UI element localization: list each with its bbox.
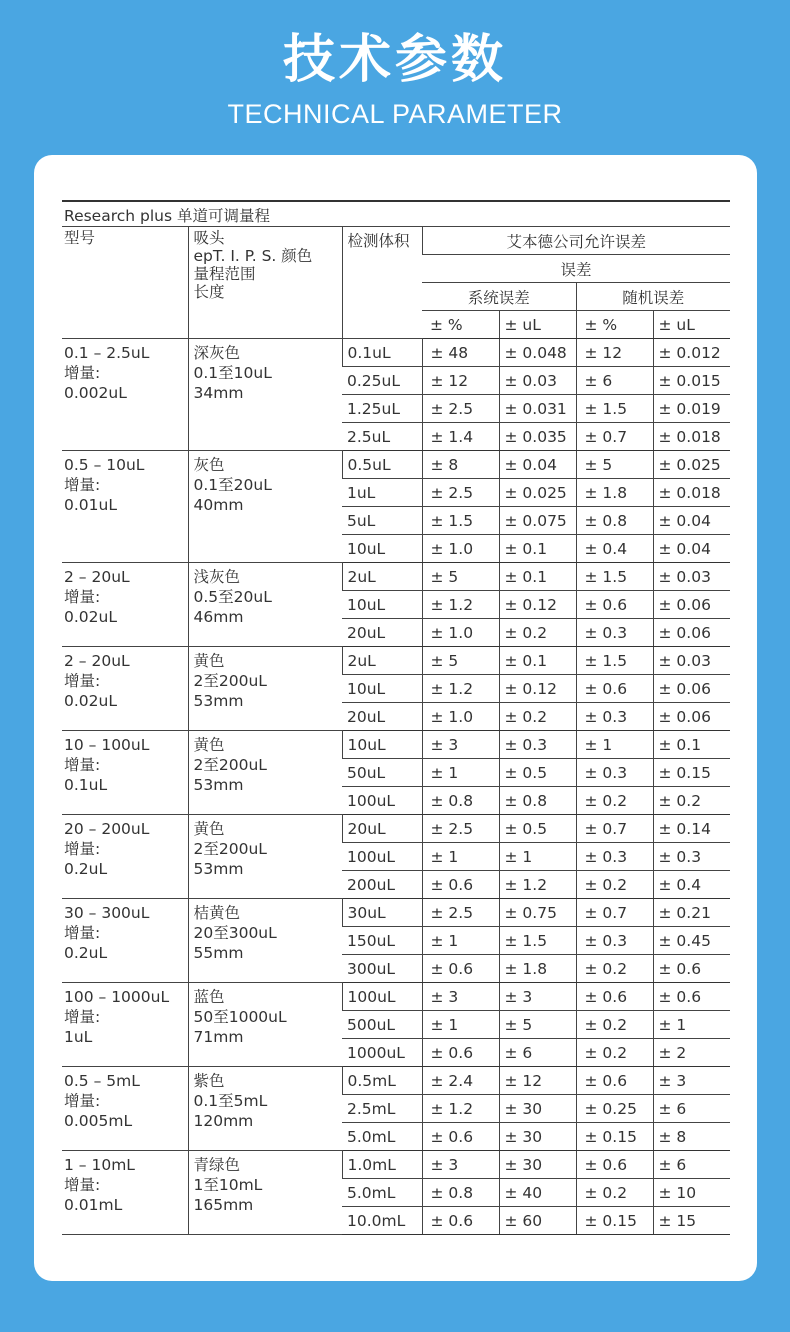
model-cell [62,899,188,983]
tip-line: 2至200uL [193,672,267,690]
volume-cell: 2uL [342,647,422,675]
rand-ul-cell: ± 0.6 [653,983,730,1011]
tip-line: 55mm [193,944,244,962]
sys-pct-cell: ± 2.4 [422,1067,499,1095]
model-line: 10 – 100uL [64,736,150,754]
sys-pct-cell: ± 48 [422,339,499,367]
model-line: 0.1 – 2.5uL [64,344,150,362]
sys-pct-cell: ± 1.2 [422,675,499,703]
sys-pct-cell: ± 1.2 [422,591,499,619]
sys-ul-cell: ± 0.048 [499,339,576,367]
model-line: 增量: [64,1176,101,1194]
rand-pct-cell: ± 0.2 [576,1011,653,1039]
sys-ul-cell: ± 1.2 [499,871,576,899]
rand-ul-cell: ± 0.012 [653,339,730,367]
tip-line: 黄色 [193,652,225,670]
sys-ul-cell: ± 6 [499,1039,576,1067]
tip-line: 53mm [193,860,244,878]
sys-pct-cell: ± 3 [422,1151,499,1179]
sys-pct-cell: ± 1.0 [422,703,499,731]
rand-pct-cell: ± 0.2 [576,1039,653,1067]
table-row [62,339,730,367]
rand-pct-cell: ± 0.3 [576,843,653,871]
sys-pct-cell: ± 2.5 [422,479,499,507]
rand-pct-cell: ± 0.2 [576,955,653,983]
rand-pct-cell: ± 0.7 [576,423,653,451]
rand-pct-cell: ± 0.2 [576,871,653,899]
header-volume: 检测体积 [342,227,422,339]
volume-cell: 20uL [342,619,422,647]
sys-pct-cell: ± 2.5 [422,815,499,843]
header-tip [188,227,342,339]
rand-ul-cell: ± 0.06 [653,591,730,619]
table-row [62,647,730,675]
rand-ul-cell: ± 0.06 [653,703,730,731]
header-rand-ul: ± uL [653,311,730,339]
sys-ul-cell: ± 0.12 [499,675,576,703]
model-line: 增量: [64,924,101,942]
tip-line: 0.5至20uL [193,588,272,606]
table-row [62,731,730,759]
tip-line: 53mm [193,776,244,794]
rand-ul-cell: ± 0.018 [653,479,730,507]
model-line: 20 – 200uL [64,820,150,838]
header-tip-line: epT. I. P. S. 颜色 [193,247,313,265]
page-title: 技术参数 [282,30,507,90]
tip-line: 深灰色 [193,344,241,362]
tip-line: 71mm [193,1028,244,1046]
model-cell [62,1067,188,1151]
volume-cell: 1.0mL [342,1151,422,1179]
tip-line: 黄色 [193,820,225,838]
sys-pct-cell: ± 2.5 [422,395,499,423]
model-cell [62,731,188,815]
sys-ul-cell: ± 1.5 [499,927,576,955]
model-line: 0.002uL [64,384,127,402]
sys-pct-cell: ± 3 [422,731,499,759]
model-line: 0.1uL [64,776,108,794]
rand-pct-cell: ± 0.25 [576,1095,653,1123]
header-tip-line: 量程范围 [193,265,256,283]
sys-pct-cell: ± 0.6 [422,871,499,899]
sys-ul-cell: ± 5 [499,1011,576,1039]
model-cell [62,1151,188,1235]
sys-pct-cell: ± 8 [422,451,499,479]
model-line: 增量: [64,840,101,858]
sys-ul-cell: ± 0.3 [499,731,576,759]
rand-pct-cell: ± 0.2 [576,787,653,815]
sys-ul-cell: ± 12 [499,1067,576,1095]
spec-table [62,200,730,1235]
table-row [62,815,730,843]
tip-line: 2至200uL [193,756,267,774]
page-subtitle: TECHNICAL PARAMETER [227,99,563,129]
volume-cell: 2.5mL [342,1095,422,1123]
rand-pct-cell: ± 6 [576,367,653,395]
rand-pct-cell: ± 1.5 [576,563,653,591]
sys-pct-cell: ± 1 [422,927,499,955]
header-tip-line: 吸头 [193,229,225,247]
volume-cell: 10uL [342,535,422,563]
tip-line: 灰色 [193,456,225,474]
header-random-error: 随机误差 [576,283,730,311]
sys-ul-cell: ± 0.2 [499,619,576,647]
volume-cell: 20uL [342,703,422,731]
model-line: 0.02uL [64,692,117,710]
sys-ul-cell: ± 0.2 [499,703,576,731]
volume-cell: 2.5uL [342,423,422,451]
volume-cell: 100uL [342,843,422,871]
model-line: 增量: [64,588,101,606]
volume-cell: 5uL [342,507,422,535]
sys-ul-cell: ± 0.04 [499,451,576,479]
model-line: 30 – 300uL [64,904,150,922]
tip-line: 0.1至10uL [193,364,272,382]
rand-ul-cell: ± 6 [653,1151,730,1179]
tip-cell [188,731,342,815]
volume-cell: 100uL [342,983,422,1011]
header-model: 型号 [62,227,188,339]
rand-ul-cell: ± 0.019 [653,395,730,423]
spec-card [34,155,757,1281]
sys-pct-cell: ± 0.8 [422,1179,499,1207]
volume-cell: 10uL [342,675,422,703]
sys-ul-cell: ± 30 [499,1095,576,1123]
rand-ul-cell: ± 0.04 [653,507,730,535]
rand-ul-cell: ± 6 [653,1095,730,1123]
model-line: 1 – 10mL [64,1156,135,1174]
sys-ul-cell: ± 40 [499,1179,576,1207]
tip-line: 0.1至20uL [193,476,272,494]
model-line: 0.2uL [64,860,108,878]
volume-cell: 20uL [342,815,422,843]
rand-pct-cell: ± 1.5 [576,647,653,675]
rand-pct-cell: ± 0.15 [576,1207,653,1235]
model-cell [62,451,188,563]
rand-ul-cell: ± 0.2 [653,787,730,815]
sys-pct-cell: ± 1 [422,1011,499,1039]
sys-ul-cell: ± 60 [499,1207,576,1235]
tip-line: 紫色 [193,1072,225,1090]
rand-pct-cell: ± 0.6 [576,1067,653,1095]
volume-cell: 0.5mL [342,1067,422,1095]
rand-pct-cell: ± 0.7 [576,815,653,843]
model-line: 0.02uL [64,608,117,626]
rand-ul-cell: ± 0.4 [653,871,730,899]
tip-cell [188,1067,342,1151]
tip-cell [188,647,342,731]
model-cell [62,647,188,731]
model-line: 0.5 – 5mL [64,1072,140,1090]
sys-pct-cell: ± 1.2 [422,1095,499,1123]
volume-cell: 30uL [342,899,422,927]
rand-ul-cell: ± 0.1 [653,731,730,759]
tip-line: 0.1至5mL [193,1092,268,1110]
tip-line: 53mm [193,692,244,710]
model-line: 增量: [64,672,101,690]
sys-ul-cell: ± 1 [499,843,576,871]
sys-ul-cell: ± 0.5 [499,815,576,843]
rand-ul-cell: ± 0.3 [653,843,730,871]
tip-cell [188,339,342,451]
rand-pct-cell: ± 0.2 [576,1179,653,1207]
rand-pct-cell: ± 0.6 [576,675,653,703]
tip-cell [188,983,342,1067]
sys-ul-cell: ± 0.025 [499,479,576,507]
volume-cell: 300uL [342,955,422,983]
rand-ul-cell: ± 8 [653,1123,730,1151]
sys-pct-cell: ± 0.6 [422,1039,499,1067]
tip-line: 青绿色 [193,1156,241,1174]
rand-ul-cell: ± 0.04 [653,535,730,563]
table-row [62,563,730,591]
table-row [62,451,730,479]
rand-pct-cell: ± 0.3 [576,927,653,955]
table-row [62,1067,730,1095]
volume-cell: 0.5uL [342,451,422,479]
tip-line: 40mm [193,496,244,514]
tip-line: 黄色 [193,736,225,754]
rand-pct-cell: ± 0.8 [576,507,653,535]
model-line: 增量: [64,756,101,774]
sys-pct-cell: ± 0.6 [422,1123,499,1151]
volume-cell: 5.0mL [342,1179,422,1207]
rand-pct-cell: ± 0.6 [576,983,653,1011]
volume-cell: 1.25uL [342,395,422,423]
sys-ul-cell: ± 0.8 [499,787,576,815]
volume-cell: 500uL [342,1011,422,1039]
rand-ul-cell: ± 2 [653,1039,730,1067]
tip-line: 桔黄色 [193,904,241,922]
sys-pct-cell: ± 1.5 [422,507,499,535]
sys-ul-cell: ± 1.8 [499,955,576,983]
volume-cell: 5.0mL [342,1123,422,1151]
sys-ul-cell: ± 0.5 [499,759,576,787]
rand-ul-cell: ± 0.025 [653,451,730,479]
volume-cell: 0.1uL [342,339,422,367]
sys-ul-cell: ± 3 [499,983,576,1011]
header-sys-pct: ± % [422,311,499,339]
volume-cell: 10.0mL [342,1207,422,1235]
rand-pct-cell: ± 0.6 [576,591,653,619]
sys-pct-cell: ± 3 [422,983,499,1011]
volume-cell: 1000uL [342,1039,422,1067]
sys-pct-cell: ± 1 [422,759,499,787]
model-cell [62,815,188,899]
rand-ul-cell: ± 0.03 [653,563,730,591]
rand-pct-cell: ± 5 [576,451,653,479]
volume-cell: 10uL [342,591,422,619]
header-rand-pct: ± % [576,311,653,339]
header-sys-ul: ± uL [499,311,576,339]
tip-cell [188,899,342,983]
rand-ul-cell: ± 0.15 [653,759,730,787]
rand-ul-cell: ± 15 [653,1207,730,1235]
rand-pct-cell: ± 12 [576,339,653,367]
sys-pct-cell: ± 0.8 [422,787,499,815]
rand-ul-cell: ± 0.018 [653,423,730,451]
header-systematic-error: 系统误差 [422,283,576,311]
header-tip-line: 长度 [193,283,225,301]
model-line: 增量: [64,1092,101,1110]
sys-ul-cell: ± 0.035 [499,423,576,451]
model-line: 0.5 – 10uL [64,456,145,474]
sys-ul-cell: ± 0.12 [499,591,576,619]
model-line: 0.2uL [64,944,108,962]
tip-cell [188,815,342,899]
tip-line: 浅灰色 [193,568,241,586]
model-line: 增量: [64,364,101,382]
model-line: 2 – 20uL [64,652,130,670]
sys-pct-cell: ± 1.0 [422,535,499,563]
rand-pct-cell: ± 0.3 [576,759,653,787]
volume-cell: 0.25uL [342,367,422,395]
sys-ul-cell: ± 30 [499,1151,576,1179]
table-row [62,983,730,1011]
table-caption: Research plus 单道可调量程 [62,201,730,227]
rand-ul-cell: ± 0.45 [653,927,730,955]
sys-pct-cell: ± 1.0 [422,619,499,647]
tip-line: 50至1000uL [193,1008,287,1026]
rand-ul-cell: ± 0.06 [653,675,730,703]
table-row [62,899,730,927]
header-allowed-error: 艾本德公司允许误差 [422,227,730,255]
sys-pct-cell: ± 12 [422,367,499,395]
sys-pct-cell: ± 2.5 [422,899,499,927]
tip-line: 2至200uL [193,840,267,858]
model-cell [62,339,188,451]
sys-ul-cell: ± 0.075 [499,507,576,535]
tip-line: 34mm [193,384,244,402]
sys-pct-cell: ± 0.6 [422,1207,499,1235]
tip-line: 1至10mL [193,1176,263,1194]
volume-cell: 50uL [342,759,422,787]
sys-pct-cell: ± 1 [422,843,499,871]
rand-ul-cell: ± 0.14 [653,815,730,843]
page-header [0,0,790,155]
rand-pct-cell: ± 1 [576,731,653,759]
model-line: 100 – 1000uL [64,988,170,1006]
rand-pct-cell: ± 0.3 [576,619,653,647]
volume-cell: 100uL [342,787,422,815]
sys-pct-cell: ± 1.4 [422,423,499,451]
sys-ul-cell: ± 0.1 [499,535,576,563]
model-line: 2 – 20uL [64,568,130,586]
rand-pct-cell: ± 0.15 [576,1123,653,1151]
rand-ul-cell: ± 10 [653,1179,730,1207]
model-cell [62,983,188,1067]
model-line: 1uL [64,1028,93,1046]
rand-ul-cell: ± 0.6 [653,955,730,983]
tip-cell [188,1151,342,1235]
rand-ul-cell: ± 0.21 [653,899,730,927]
rand-pct-cell: ± 0.3 [576,703,653,731]
volume-cell: 150uL [342,927,422,955]
volume-cell: 10uL [342,731,422,759]
tip-line: 165mm [193,1196,254,1214]
tip-line: 120mm [193,1112,254,1130]
rand-pct-cell: ± 0.7 [576,899,653,927]
rand-ul-cell: ± 3 [653,1067,730,1095]
sys-ul-cell: ± 30 [499,1123,576,1151]
rand-pct-cell: ± 0.4 [576,535,653,563]
rand-pct-cell: ± 0.6 [576,1151,653,1179]
model-line: 增量: [64,1008,101,1026]
sys-pct-cell: ± 5 [422,563,499,591]
header-error: 误差 [422,255,730,283]
sys-ul-cell: ± 0.03 [499,367,576,395]
rand-ul-cell: ± 1 [653,1011,730,1039]
model-line: 0.005mL [64,1112,133,1130]
volume-cell: 2uL [342,563,422,591]
tip-cell [188,451,342,563]
sys-ul-cell: ± 0.1 [499,647,576,675]
rand-ul-cell: ± 0.06 [653,619,730,647]
rand-pct-cell: ± 1.5 [576,395,653,423]
tip-line: 20至300uL [193,924,277,942]
sys-ul-cell: ± 0.1 [499,563,576,591]
rand-ul-cell: ± 0.03 [653,647,730,675]
model-line: 增量: [64,476,101,494]
model-line: 0.01mL [64,1196,123,1214]
tip-line: 蓝色 [193,988,225,1006]
sys-pct-cell: ± 0.6 [422,955,499,983]
rand-ul-cell: ± 0.015 [653,367,730,395]
volume-cell: 200uL [342,871,422,899]
tip-line: 46mm [193,608,244,626]
tip-cell [188,563,342,647]
sys-pct-cell: ± 5 [422,647,499,675]
spec-table-body [62,339,730,1235]
volume-cell: 1uL [342,479,422,507]
model-cell [62,563,188,647]
rand-pct-cell: ± 1.8 [576,479,653,507]
model-line: 0.01uL [64,496,117,514]
table-row [62,1151,730,1179]
sys-ul-cell: ± 0.75 [499,899,576,927]
sys-ul-cell: ± 0.031 [499,395,576,423]
